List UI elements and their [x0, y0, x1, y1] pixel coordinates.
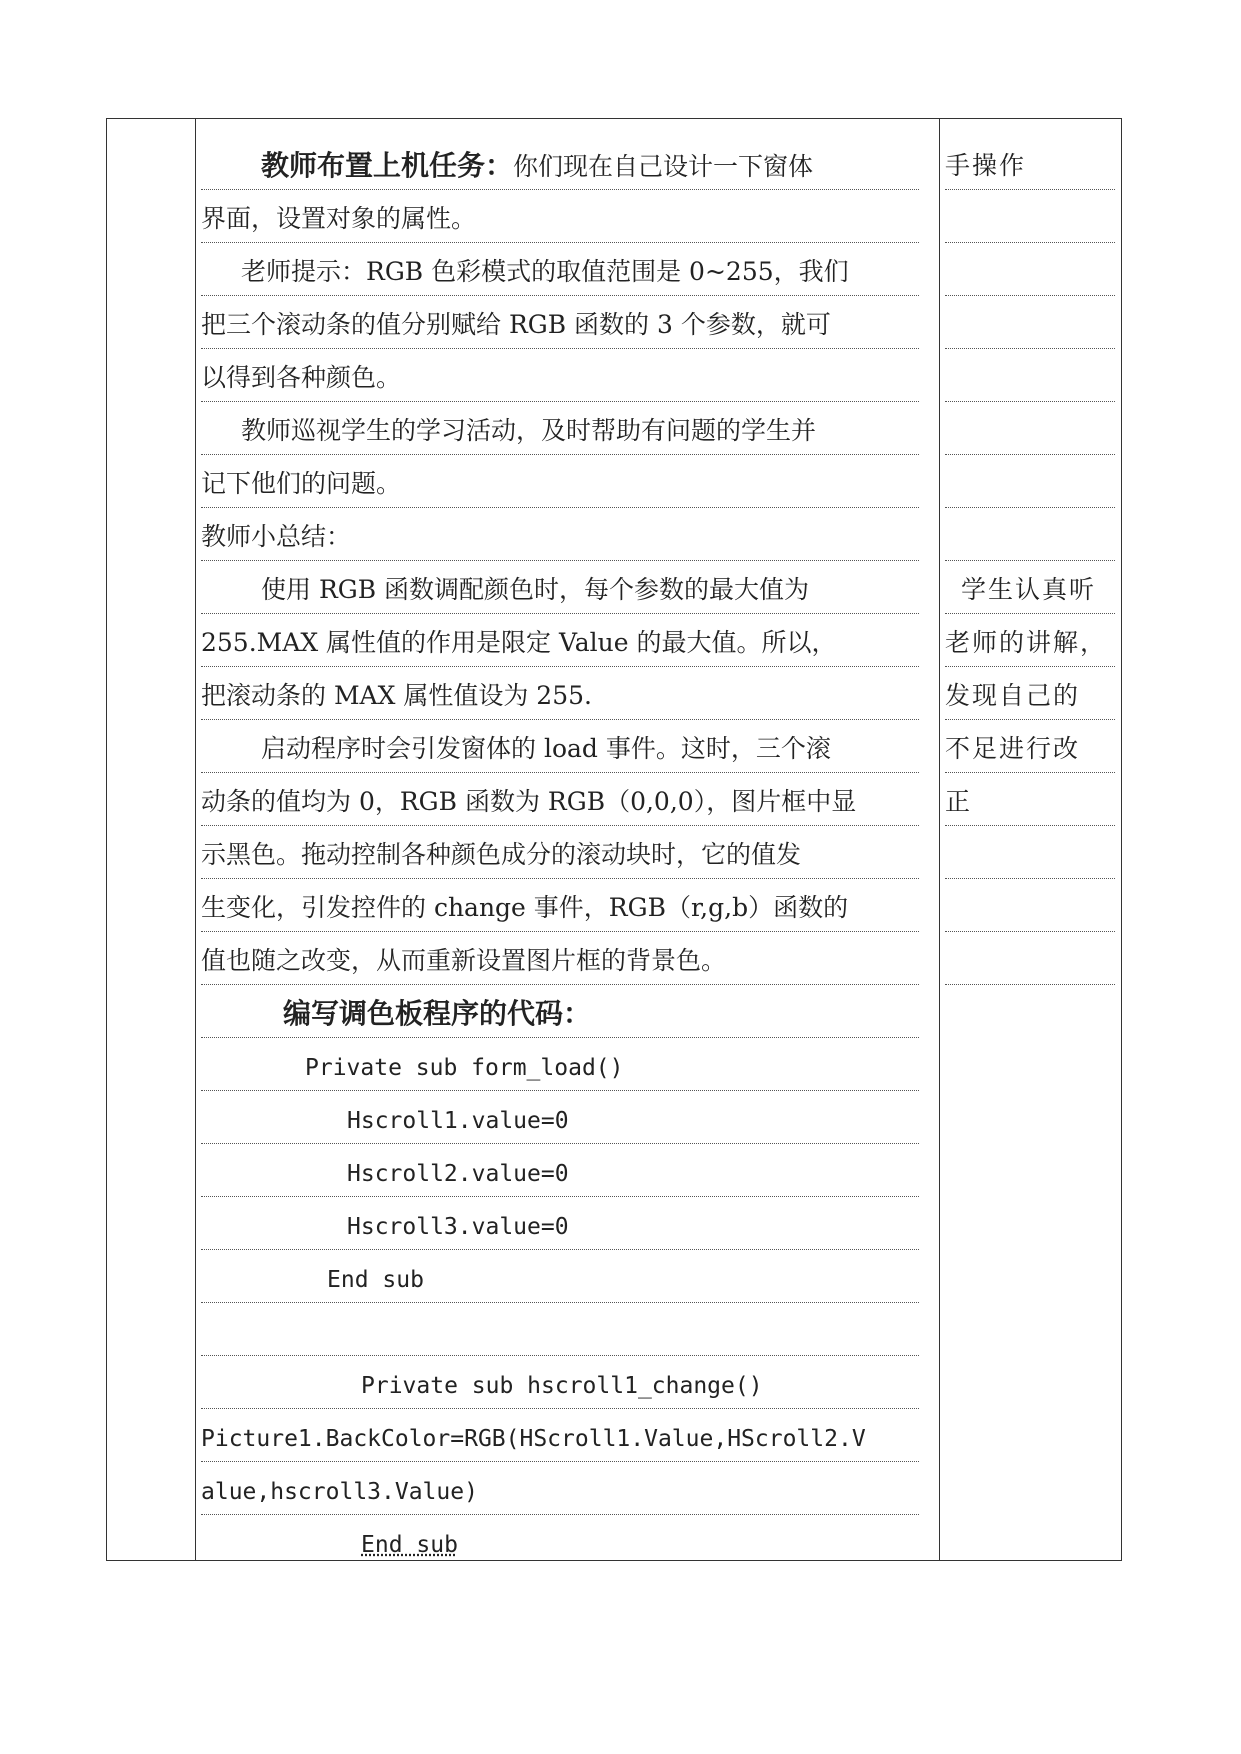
side-text-line [945, 190, 1115, 243]
body-text: 教师小总结： [201, 522, 352, 551]
body-text: 值也随之改变，从而重新设置图片框的背景色。 [201, 946, 727, 975]
side-text-line [945, 667, 1115, 720]
text-line [201, 1038, 919, 1091]
body-text: 界面，设置对象的属性。 [201, 204, 477, 233]
teacher-activity-column [201, 137, 919, 1568]
side-text: 发现自己的 [945, 681, 1081, 710]
lesson-table [106, 118, 1122, 1561]
body-text: 255.MAX 属性值的作用是限定 Value 的最大值。所以， [201, 628, 837, 657]
text-line [201, 773, 919, 826]
side-text-line [945, 349, 1115, 402]
text-line [201, 1409, 919, 1462]
side-text-line [945, 1091, 1115, 1144]
column-divider-1 [195, 119, 196, 1560]
side-text: 不足进行改 [945, 734, 1081, 763]
code-text: Private sub hscroll1_change() [361, 1373, 763, 1399]
side-text-line [945, 614, 1115, 667]
body-text: 把滚动条的 MAX 属性值设为 255. [201, 681, 592, 710]
body-text: 动条的值均为 0，RGB 函数为 RGB（0,0,0），图片框中显 [201, 787, 857, 816]
side-text-line [945, 1144, 1115, 1197]
side-text: 正 [945, 787, 973, 816]
text-line [201, 1462, 919, 1515]
text-line [201, 1303, 919, 1356]
text-line [201, 243, 919, 296]
bold-text: 编写调色板程序的代码： [283, 997, 592, 1030]
text-line [201, 614, 919, 667]
bold-text: 教师布置上机任务： [261, 149, 514, 182]
text-line [201, 667, 919, 720]
side-text-line [945, 137, 1115, 190]
student-activity-column [945, 137, 1115, 1197]
body-text: 示黑色。拖动控制各种颜色成分的滚动块时，它的值发 [201, 840, 802, 869]
side-text-line [945, 561, 1115, 614]
side-text-line [945, 1038, 1115, 1091]
text-line [201, 1197, 919, 1250]
code-text: Hscroll3.value=0 [347, 1214, 569, 1240]
side-text-line [945, 402, 1115, 455]
text-line [201, 137, 919, 190]
code-text: Hscroll1.value=0 [347, 1108, 569, 1134]
side-text-line [945, 455, 1115, 508]
body-text: 你们现在自己设计一下窗体 [513, 152, 814, 181]
text-line [201, 1091, 919, 1144]
text-line [201, 402, 919, 455]
text-line [201, 349, 919, 402]
side-text-line [945, 508, 1115, 561]
body-text: 使用 RGB 函数调配颜色时，每个参数的最大值为 [261, 575, 810, 604]
side-text-line [945, 879, 1115, 932]
text-line [201, 190, 919, 243]
side-text-line [945, 296, 1115, 349]
text-line [201, 985, 919, 1038]
code-text: End sub [361, 1532, 458, 1558]
code-text: alue,hscroll3.Value) [201, 1479, 478, 1505]
text-line [201, 561, 919, 614]
text-line [201, 826, 919, 879]
text-line [201, 296, 919, 349]
text-line [201, 1356, 919, 1409]
side-text-line [945, 932, 1115, 985]
code-text: Hscroll2.value=0 [347, 1161, 569, 1187]
text-line [201, 932, 919, 985]
body-text: 把三个滚动条的值分别赋给 RGB 函数的 3 个参数，就可 [201, 310, 831, 339]
side-text-line [945, 773, 1115, 826]
code-text: Private sub form_load() [305, 1055, 624, 1081]
side-text-line [945, 826, 1115, 879]
code-text: Picture1.BackColor=RGB(HScroll1.Value,HScroll2.V [201, 1426, 866, 1452]
body-text: 启动程序时会引发窗体的 load 事件。这时，三个滚 [261, 734, 831, 763]
text-line [201, 1515, 919, 1568]
side-text-line [945, 720, 1115, 773]
text-line [201, 720, 919, 773]
body-text: 以得到各种颜色。 [201, 363, 402, 392]
text-line [201, 1250, 919, 1303]
side-text: 手操作 [945, 151, 1027, 180]
body-text: 教师巡视学生的学习活动，及时帮助有问题的学生并 [241, 416, 817, 445]
body-text: 老师提示：RGB 色彩模式的取值范围是 0~255，我们 [241, 257, 849, 286]
column-divider-2 [939, 119, 940, 1560]
side-text-line [945, 985, 1115, 1038]
text-line [201, 879, 919, 932]
side-text-line [945, 243, 1115, 296]
text-line [201, 455, 919, 508]
body-text: 记下他们的问题。 [201, 469, 402, 498]
text-line [201, 1144, 919, 1197]
side-text: 学生认真听 [961, 575, 1097, 604]
body-text: 生变化，引发控件的 change 事件，RGB（r,g,b）函数的 [201, 893, 849, 922]
side-text: 老师的讲解， [945, 628, 1108, 657]
text-line [201, 508, 919, 561]
code-text: End sub [327, 1267, 424, 1293]
